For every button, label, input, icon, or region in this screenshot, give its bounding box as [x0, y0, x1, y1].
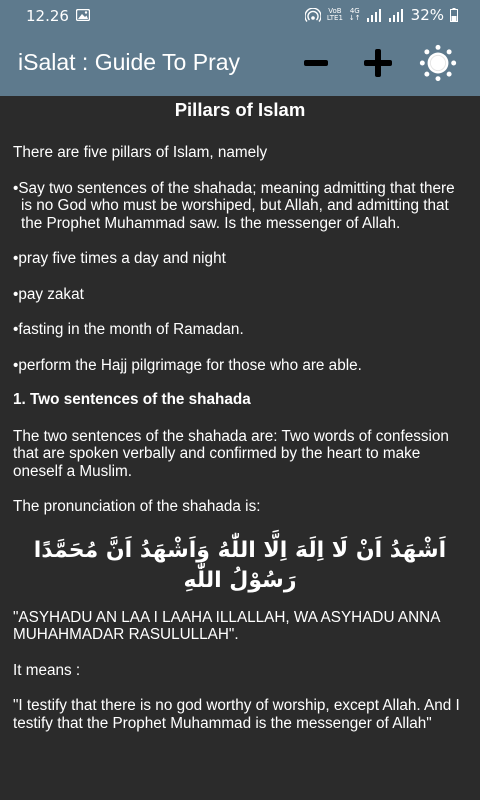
plus-icon [361, 46, 395, 80]
arabic-shahada: اَشْهَدُ اَنْ لَا اِلَهَ اِلَّا اللّٰهُ وَاَشْهَدُ اَنَّ مُحَمَّدًا رَسُوْلُ اللّٰهِ [33, 537, 447, 593]
transliteration-text: "ASYHADU AN LAA I LAAHA ILLALLAH, WA ASYHADU ANNA MUHAHMADAR RASULULLAH". [13, 608, 440, 643]
battery-icon [450, 8, 458, 22]
status-time: 12.26 [26, 7, 69, 25]
meaning-text: "I testify that there is no god worthy of worship, except Allah. And I testify that the Prophet Muhammad is the messenger of Allah" [13, 697, 460, 732]
minus-icon [301, 48, 331, 78]
pillar-item-5: •perform the Hajj pilgrimage for those who are able. [13, 356, 362, 374]
section-heading: 1. Two sentences of the shahada [13, 391, 251, 408]
signal-icon [367, 9, 383, 22]
battery-percent: 32% [410, 6, 444, 24]
volte-label: VoB LTE1 [326, 7, 343, 22]
page-title: Pillars of Islam [174, 99, 306, 120]
intro-text: There are five pillars of Islam, namely [13, 144, 268, 161]
pillar-item-2: •pray five times a day and night [13, 250, 226, 267]
status-icons [305, 6, 458, 24]
network-type-label: 4G [349, 7, 360, 15]
article-content[interactable] [0, 96, 480, 800]
shahada-definition: The two sentences of the shahada are: Two words of confession that are spoken verbally and confirmed by the heart to make oneself a Muslim. [13, 427, 449, 480]
pillar-item-4: •fasting in the month of Ramadan. [13, 321, 244, 338]
pillar-item-3: •pay zakat [13, 285, 84, 303]
gallery-notification-icon [76, 9, 90, 21]
pillar-item-1: •Say two sentences of the shahada; meaning admitting that there is no God who must be worshiped, but Allah, and admitting that the Prophet Muhammad saw. Is the messenger of Allah. [13, 179, 455, 232]
brightness-icon [419, 43, 457, 83]
network-type: 4G ↓↑ [348, 7, 361, 22]
status-bar [0, 0, 480, 30]
signal-icon-2 [389, 9, 405, 22]
meaning-label: It means : [13, 661, 81, 679]
brightness-button[interactable] [419, 44, 457, 82]
hotspot-icon [305, 8, 321, 22]
pronunciation-label: The pronunciation of the shahada is: [13, 498, 261, 515]
decrease-font-button[interactable] [297, 44, 335, 82]
increase-font-button[interactable] [359, 44, 397, 82]
app-bar [0, 30, 480, 96]
app-title: iSalat : Guide To Pray [18, 49, 241, 75]
